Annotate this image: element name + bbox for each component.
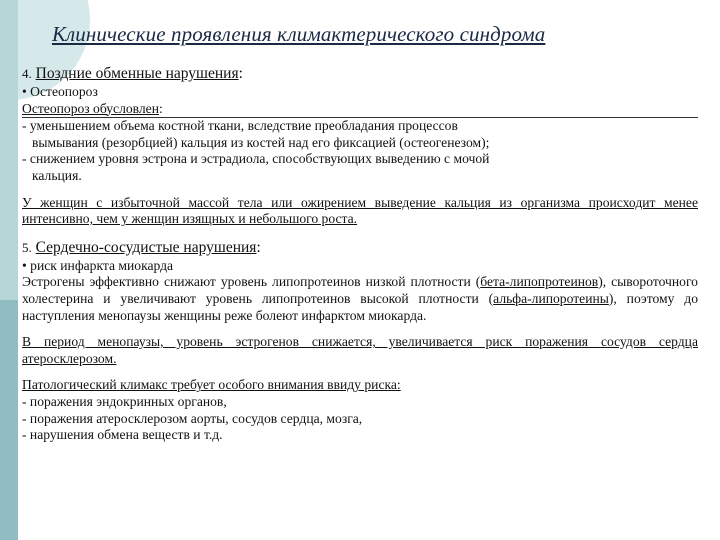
conclusion-item: - нарушения обмена веществ и т.д. <box>22 427 223 443</box>
section-5-paragraph: Эстрогены эффективно снижают уровень липопротеинов низкой плотности (бета-липопротеинов), сывороточного холестерина и увеличивают уровень липопротеинов высокой плотности (альфа-липоротеины), поэтому до наступления менопаузы женщины реже болеют инфарктом миокарда. <box>22 274 698 323</box>
section-4-cause: Остеопороз обусловлен: <box>22 100 163 116</box>
slide-content <box>22 64 698 444</box>
section-4-title: Поздние обменные нарушения <box>35 65 239 82</box>
page-title: Клинические проявления климактерического синдрома <box>52 22 546 46</box>
section-4-item-1-line-2: вымывания (резорбцией) кальция из костей над его фиксацией (остеогенезом); <box>32 134 490 150</box>
section-4-heading: 4. Поздние обменные нарушения: <box>22 65 243 82</box>
section-4-item-2-line-2: кальция. <box>32 167 82 183</box>
section-4-item-1-line-1: - уменьшением объема костной ткани, вследствие преобладания процессов <box>22 118 458 134</box>
conclusion-heading: Патологический климакс требует особого внимания ввиду риска: <box>22 377 401 393</box>
section-4-item-2-line-1: - снижением уровня эстрона и эстрадиола, способствующих выведению с мочой <box>22 151 490 167</box>
section-5-title: Сердечно-сосудистые нарушения <box>35 238 257 256</box>
section-4-note: У женщин с избыточной массой тела или ожирением выведение кальция из организма происходит менее интенсивно, чем у женщин изящных и небольшого роста. <box>22 194 698 227</box>
section-5-heading: 5. Сердечно-сосудистые нарушения: <box>22 238 261 256</box>
conclusion-item: - поражения эндокринных органов, <box>22 393 227 409</box>
section-5-note: В период менопаузы, уровень эстрогенов снижается, увеличивается риск поражения сосудов сердца атеросклерозом. <box>22 334 698 366</box>
conclusion-item: - поражения атеросклерозом аорты, сосудов сердца, мозга, <box>22 410 363 426</box>
decorative-side-bar-lower <box>0 300 18 540</box>
section-5-bullet: • риск инфаркта миокарда <box>22 257 174 273</box>
section-4-bullet: • Остеопороз <box>22 84 98 99</box>
